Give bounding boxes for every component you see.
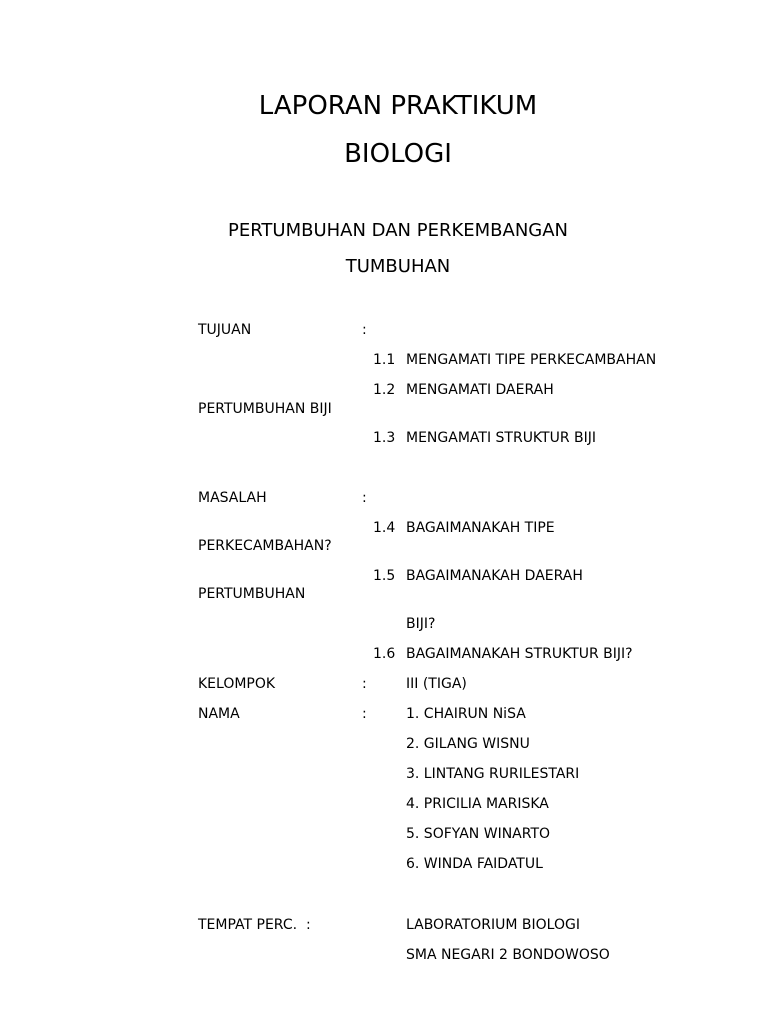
nama-label: NAMA xyxy=(198,706,240,722)
tujuan-item-text: MENGAMATI DAERAH xyxy=(406,382,554,398)
kelompok-value: III (TIGA) xyxy=(406,676,467,692)
masalah-item-text: BAGAIMANAKAH TIPE xyxy=(406,520,555,536)
tujuan-label: TUJUAN xyxy=(198,322,252,338)
member-name: 1. CHAIRUN NiSA xyxy=(406,706,526,722)
masalah-item-number: 1.4 xyxy=(373,520,396,536)
masalah-item-text: BAGAIMANAKAH STRUKTUR BIJI? xyxy=(406,646,633,662)
masalah-item-text: BAGAIMANAKAH DAERAH xyxy=(406,568,583,584)
title-line-1: LAPORAN PRAKTIKUM xyxy=(258,91,538,121)
tempat-line-2: SMA NEGARI 2 BONDOWOSO xyxy=(406,947,610,963)
tujuan-item-wrap: PERTUMBUHAN BIJI xyxy=(198,401,332,417)
member-name: 2. GILANG WISNU xyxy=(406,736,530,752)
tujuan-item-number: 1.1 xyxy=(373,352,396,368)
kelompok-colon: : xyxy=(362,676,367,692)
masalah-colon: : xyxy=(362,490,367,506)
member-name: 6. WINDA FAIDATUL xyxy=(406,856,543,872)
tujuan-item-number: 1.3 xyxy=(373,430,396,446)
kelompok-label: KELOMPOK xyxy=(198,676,276,692)
tempat-line-1: LABORATORIUM BIOLOGI xyxy=(406,917,580,933)
nama-colon: : xyxy=(362,706,367,722)
subtitle-line-2: TUMBUHAN xyxy=(345,256,451,277)
masalah-item-number: 1.5 xyxy=(373,568,396,584)
member-name: 3. LINTANG RURILESTARI xyxy=(406,766,580,782)
member-name: 5. SOFYAN WINARTO xyxy=(406,826,551,842)
masalah-item-wrap: PERKECAMBAHAN? xyxy=(198,538,332,554)
tujuan-item-number: 1.2 xyxy=(373,382,396,398)
tempat-label: TEMPAT PERC. : xyxy=(198,917,311,933)
masalah-label: MASALAH xyxy=(198,490,267,506)
title-line-2: BIOLOGI xyxy=(344,139,452,169)
tujuan-item-text: MENGAMATI TIPE PERKECAMBAHAN xyxy=(406,352,657,368)
member-name: 4. PRICILIA MARISKA xyxy=(406,796,549,812)
tujuan-colon: : xyxy=(362,322,367,338)
subtitle-line-1: PERTUMBUHAN DAN PERKEMBANGAN xyxy=(227,220,569,241)
tujuan-item-text: MENGAMATI STRUKTUR BIJI xyxy=(406,430,596,446)
masalah-item-wrap: BIJI? xyxy=(406,616,436,632)
masalah-item-number: 1.6 xyxy=(373,646,396,662)
masalah-item-wrap: PERTUMBUHAN xyxy=(198,586,306,602)
